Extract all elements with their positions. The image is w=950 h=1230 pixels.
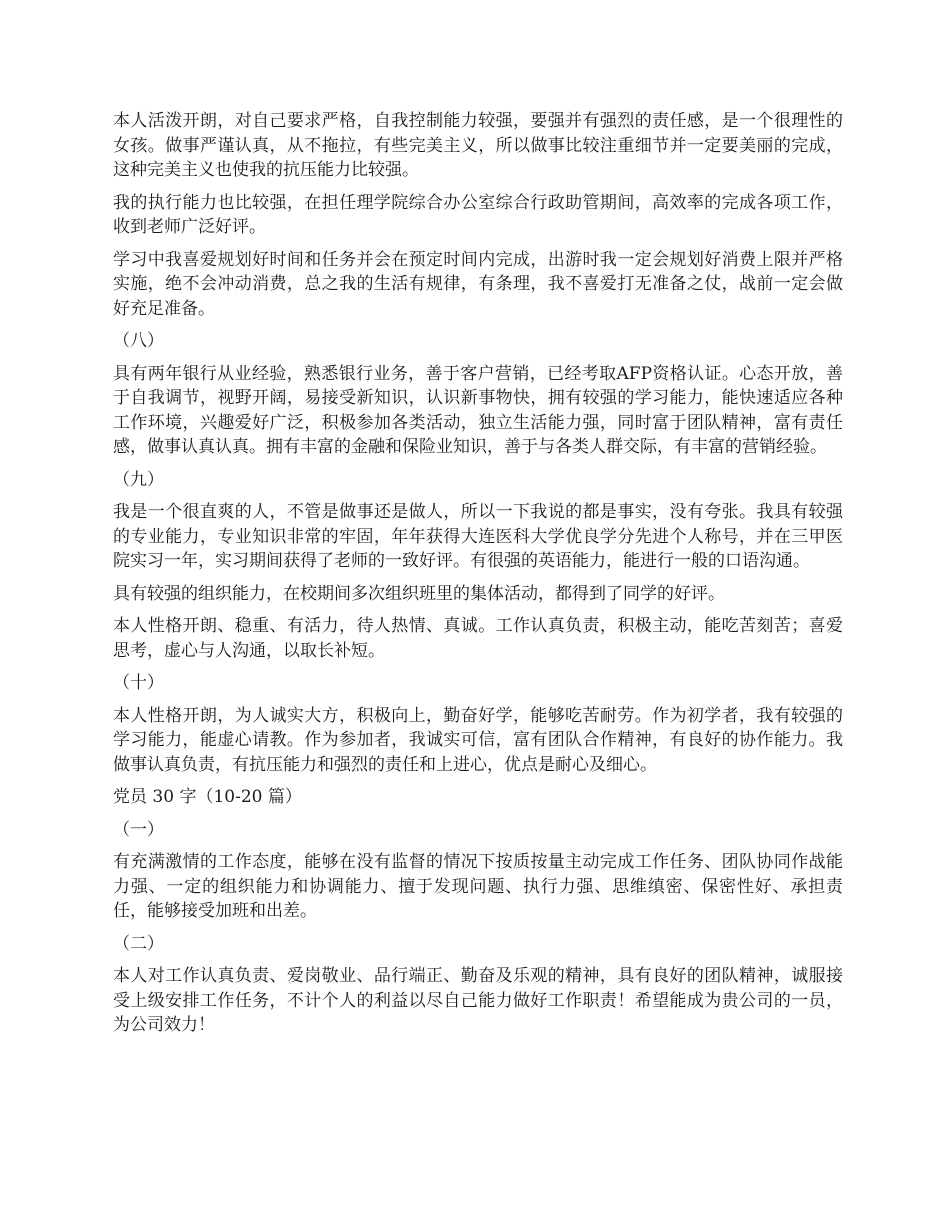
paragraph: 有充满激情的工作态度，能够在没有监督的情况下按质按量主动完成工作任务、团队协同作战能力强、一定的组织能力和协调能力、擅于发现问题、执行力强、思维缜密、保密性好、承担责任，能够接受加班和出差。 [113,852,843,921]
paragraph: 我的执行能力也比较强，在担任理学院综合办公室综合行政助管期间，高效率的完成各项工作，收到老师广泛好评。 [113,192,843,237]
document-body [113,109,843,1046]
paragraph: 本人活泼开朗，对自己要求严格，自我控制能力较强，要强并有强烈的责任感，是一个很理性的女孩。做事严谨认真，从不拖拉，有些完美主义，所以做事比较注重细节并一定要美丽的完成，这种完美主义也使我的抗压能力比较强。 [113,111,843,180]
section-heading: （二） [113,933,164,954]
section-heading: （八） [113,331,164,351]
paragraph: 本人对工作认真负责、爱岗敬业、品行端正、勤奋及乐观的精神，具有良好的团队精神，诚服接受上级安排工作任务，不计个人的利益以尽自己能力做好工作职责！希望能成为贵公司的一员，为公司效力！ [113,966,843,1035]
paragraph: 具有较强的组织能力，在校期间多次组织班里的集体活动，都得到了同学的好评。 [113,583,725,604]
paragraph: 学习中我喜爱规划好时间和任务并会在预定时间内完成，出游时我一定会规划好消费上限并严格实施，绝不会冲动消费，总之我的生活有规律，有条理，我不喜爱打无准备之仗，战前一定会做好充足准备。 [113,249,843,319]
section-heading: （十） [113,673,164,693]
paragraph: 本人性格开朗、稳重、有活力，待人热情、真诚。工作认真负责，积极主动，能吃苦刻苦；喜爱思考，虚心与人沟通，以取长补短。 [113,616,843,661]
section-title: 党员 30 字（10-20 篇） [113,787,302,807]
paragraph: 本人性格开朗，为人诚实大方，积极向上，勤奋好学，能够吃苦耐劳。作为初学者，我有较强的学习能力，能虚心请教。作为参加者，我诚实可信，富有团队合作精神，有良好的协作能力。我做事认真负责，有抗压能力和强烈的责任和上进心，优点是耐心及细心。 [113,705,843,775]
section-heading: （一） [113,819,164,840]
paragraph: 我是一个很直爽的人，不管是做事还是做人，所以一下我说的都是事实，没有夸张。我具有较强的专业能力，专业知识非常的牢固，年年获得大连医科大学优良学分先进个人称号，并在三甲医院实习一年，实习期间获得了老师的一致好评。有很强的英语能力，能进行一般的口语沟通。 [113,502,843,571]
paragraph: 具有两年银行从业经验，熟悉银行业务，善于客户营销，已经考取AFP资格认证。心态开放，善于自我调节，视野开阔，易接受新知识，认识新事物快，拥有较强的学习能力，能快速适应各种工作环境，兴趣爱好广泛，积极参加各类活动，独立生活能力强，同时富于团队精神，富有责任感，做事认真认真。拥有丰富的金融和保险业知识，善于与各类人群交际，有丰富的营销经验。 [113,363,843,457]
section-heading: （九） [113,469,164,490]
